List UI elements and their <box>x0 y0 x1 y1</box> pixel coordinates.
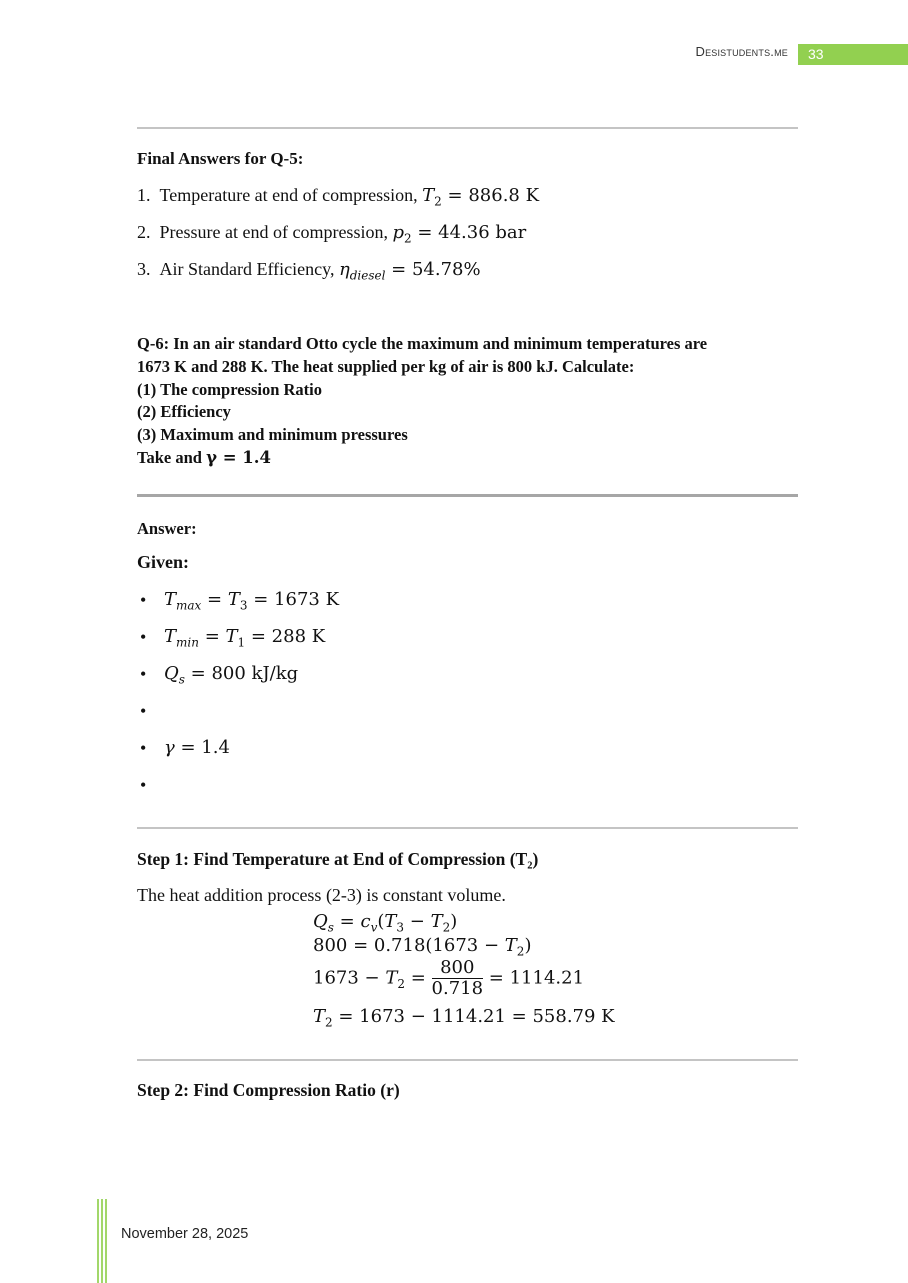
given-item-1: $T_{max} = T_3 = 1673$ K <box>164 589 340 613</box>
fraction: $\frac{800}{0.718}$ <box>431 957 484 999</box>
math-var: p <box>392 222 404 243</box>
answer-label: Air Standard Efficiency, <box>159 259 339 279</box>
answer-label: Pressure at end of compression, <box>159 222 393 242</box>
footer-accent-bars <box>97 1199 109 1283</box>
math-sub: diesel <box>349 268 386 283</box>
divider <box>137 494 798 497</box>
answer-label: Temperature at end of compression, <box>159 185 423 205</box>
math-var: T <box>422 185 435 206</box>
list-number: 2. <box>137 222 151 242</box>
answer-value: = 54.78% <box>385 259 481 280</box>
question-line: (1) The compression Ratio <box>137 379 323 399</box>
equation-4: $T_2 = 1673 - 1114.21 = 558.79$ K <box>313 1006 615 1030</box>
given-item-3: $Q_s = 800$ kJ/kg <box>164 663 299 687</box>
equation-3: $1673 - T_2$ = $\frac{800}{0.718}$ = 1114.21 <box>313 957 585 999</box>
q5-answer-2 <box>137 222 526 246</box>
answer-value: = 886.8 K <box>441 185 540 206</box>
given-item-2: $T_{min} = T_1 = 288$ K <box>164 626 326 650</box>
math-var: η <box>338 259 350 280</box>
header-site-name: Desistudents.me <box>695 44 788 59</box>
math-sub: 2 <box>434 194 442 209</box>
gamma-value: γ = 1.4 <box>206 447 272 467</box>
list-number: 1. <box>137 185 151 205</box>
answer-value: = 44.36 bar <box>411 222 527 243</box>
take-prefix: Take and <box>137 447 207 467</box>
divider <box>137 1059 798 1061</box>
answer-label: Answer: <box>137 519 197 538</box>
equation-1: $Q_s = c_v(T_3 - T_2)$ <box>313 911 458 935</box>
bullet-icon: • <box>140 664 147 684</box>
step1-title: Step 1: Find Temperature at End of Compression (T₂) <box>137 849 539 869</box>
bullet-icon: • <box>140 627 147 647</box>
question-line: (3) Maximum and minimum pressures <box>137 425 408 445</box>
question-take-line <box>137 447 707 470</box>
step2-title: Step 2: Find Compression Ratio (r) <box>137 1080 400 1100</box>
bullet-icon: • <box>140 590 147 610</box>
bullet-icon: • <box>140 738 147 758</box>
given-label: Given: <box>137 552 189 572</box>
divider <box>137 827 798 829</box>
step1-text: The heat addition process (2-3) is constant volume. <box>137 885 506 905</box>
page-number-badge <box>798 44 908 65</box>
divider <box>137 127 798 129</box>
equation-2: $800 = 0.718(1673 - T_2)$ <box>313 935 532 959</box>
list-number: 3. <box>137 259 151 279</box>
question-line: (2) Efficiency <box>137 402 231 422</box>
q5-answer-3 <box>137 259 481 283</box>
question-line: 1673 K and 288 K. The heat supplied per kg of air is 800 kJ. Calculate: <box>137 356 635 376</box>
q5-answer-1 <box>137 185 539 209</box>
footer-date: November 28, 2025 <box>121 1226 249 1242</box>
given-item-5: γ = 1.4 <box>164 737 230 758</box>
question-line: Q-6: In an air standard Otto cycle the maximum and minimum temperatures are <box>137 334 708 353</box>
math-sub: 2 <box>403 231 412 246</box>
page-number: 33 <box>808 46 824 62</box>
bullet-icon: • <box>140 775 147 795</box>
bullet-icon: • <box>140 701 147 721</box>
q6-question <box>137 333 707 470</box>
q5-answers-title: Final Answers for Q-5: <box>137 149 304 168</box>
